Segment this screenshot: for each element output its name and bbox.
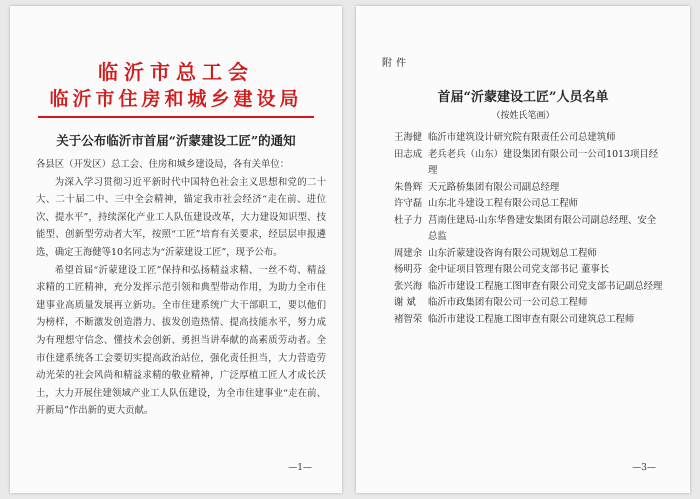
person-name: 许守磊 (394, 198, 423, 209)
list-item (394, 246, 664, 263)
person-unit: 莒南住建局-山东华鲁建安集团有限公司副总经理、安全总监 (428, 214, 657, 242)
person-name: 朱鲁辉 (394, 181, 423, 193)
list-item (394, 147, 664, 180)
issuer-header-line-1: 临沂市总工会 (98, 60, 254, 84)
body-paragraph-1: 为深入学习贯彻习近平新时代中国特色社会主义思想和党的二十大、二十届二中、三中全会精神，锚定我市社会经济“走在前、进位次、提水平”，持续深化产业工人队伍建设改革，大力建设知识型、技能型、创新型劳动者大军，按照“工匠”培育有关要求，经层层申报遴选，确定王海健等10名同志为“沂蒙建设工匠”，现予公布。 (36, 176, 326, 258)
notice-body (36, 156, 326, 420)
list-item (394, 130, 664, 147)
person-name: 杜子力 (394, 214, 423, 226)
list-item (394, 279, 664, 296)
roster-subtitle: （按姓氏笔画） (491, 111, 555, 121)
person-unit: 山东沂蒙建设咨询有限公司规划总工程师 (428, 247, 597, 259)
person-name: 田志成 (394, 148, 423, 160)
person-unit: 金中证项目管理有限公司党支部书记 董事长 (428, 264, 610, 275)
person-unit: 临沂市政集团有限公司一公司总工程师 (428, 297, 588, 308)
red-divider-line (38, 116, 314, 118)
salutation: 各县区（开发区）总工会、住房和城乡建设局，各有关单位： (36, 159, 290, 170)
list-item (394, 213, 664, 246)
roster-list (394, 130, 664, 328)
list-item (394, 312, 664, 329)
person-unit: 临沂市建筑设计研究院有限责任公司总建筑师 (428, 132, 616, 143)
page-number: —3— (632, 463, 656, 473)
person-unit: 天元路桥集团有限公司副总经理 (428, 181, 560, 193)
person-name: 张兴海 (394, 280, 423, 292)
list-item (394, 180, 664, 197)
person-unit: 临沂市建设工程施工图审查有限公司建筑总工程师 (428, 313, 635, 325)
person-unit: 临沂市建设工程施工图审查有限公司党支部书记副总经理 (428, 280, 663, 292)
person-unit: 山东北斗建设工程有限公司总工程师 (428, 198, 579, 209)
list-item (394, 262, 664, 279)
person-name: 周建余 (394, 247, 423, 259)
body-paragraph-2: 希望首届“沂蒙建设工匠”保持和弘扬精益求精、一丝不苟、精益求精的工匠精神，充分发挥示范引领和典型带动作用，为助力全市住建事业高质量发展再立新功。全市住建系统广大干部职工，要以他们为榜样，不断激发创造潜力、拔发创造热情、提高技能水平，努力成为有理想守信念、懂技术会创新、勇担当讲奉献的高素质劳动者。全市住建系统各工会要切实提高政治站位，强化责任担当，大力营造劳动光荣的社会风尚和精益求精的敬业精神，广泛厚植工匠人才成长沃土，大力开展住建领域产业工人队伍建设，为全市住建事业“走在前、开新局”作出新的更大贡献。 (36, 264, 326, 417)
person-unit: 老兵老兵（山东）建设集团有限公司一公司1013项目经理 (428, 148, 659, 176)
person-name: 褚智荣 (394, 313, 423, 325)
person-name: 谢 斌 (394, 297, 416, 308)
page-number: —1— (288, 463, 312, 473)
person-name: 王海健 (394, 132, 423, 143)
list-item (394, 295, 664, 312)
document-page-3 (356, 6, 690, 493)
document-page-1 (10, 6, 342, 493)
list-item (394, 196, 664, 213)
annex-label: 附件 (382, 58, 410, 69)
person-name: 杨明芬 (394, 264, 423, 275)
issuer-header-line-2: 临沂市住房和城乡建设局 (49, 88, 303, 110)
notice-title: 关于公布临沂市首届“沂蒙建设工匠”的通知 (56, 133, 296, 148)
roster-title: 首届“沂蒙建设工匠”人员名单 (437, 90, 609, 105)
